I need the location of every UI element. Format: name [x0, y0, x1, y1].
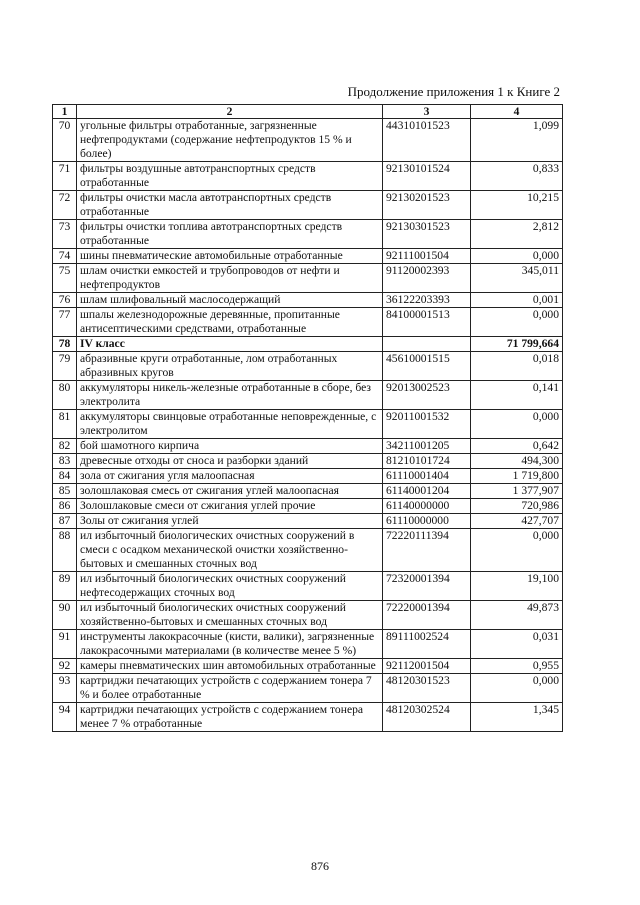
- fkko-code-cell: 45610001515: [383, 352, 471, 381]
- waste-name-cell: древесные отходы от сноса и разборки зданий: [77, 454, 383, 469]
- table-row: [53, 119, 563, 162]
- waste-name-cell: бой шамотного кирпича: [77, 439, 383, 454]
- quantity-cell: 345,011: [471, 264, 563, 293]
- row-number-cell: 93: [53, 674, 77, 703]
- row-number-cell: 92: [53, 659, 77, 674]
- row-number-cell: 91: [53, 630, 77, 659]
- waste-name-cell: картриджи печатающих устройств с содержанием тонера менее 7 % отработанные: [77, 703, 383, 732]
- quantity-cell: 0,141: [471, 381, 563, 410]
- fkko-code-cell: 91120002393: [383, 264, 471, 293]
- quantity-cell: 0,000: [471, 410, 563, 439]
- quantity-cell: 10,215: [471, 191, 563, 220]
- column-header: 4: [471, 105, 563, 119]
- table-row: [53, 293, 563, 308]
- waste-name-cell: Золошлаковые смеси от сжигания углей прочие: [77, 499, 383, 514]
- waste-name-cell: ил избыточный биологических очистных сооружений нефтесодержащих сточных вод: [77, 572, 383, 601]
- table-row: [53, 381, 563, 410]
- fkko-code-cell: 34211001205: [383, 439, 471, 454]
- row-number-cell: 94: [53, 703, 77, 732]
- quantity-cell: 1 377,907: [471, 484, 563, 499]
- fkko-code-cell: 92011001532: [383, 410, 471, 439]
- quantity-cell: 0,031: [471, 630, 563, 659]
- row-number-cell: 73: [53, 220, 77, 249]
- waste-name-cell: Золы от сжигания углей: [77, 514, 383, 529]
- waste-name-cell: шлам очистки емкостей и трубопроводов от нефти и нефтепродуктов: [77, 264, 383, 293]
- row-number-cell: 88: [53, 529, 77, 572]
- fkko-code-cell: 44310101523: [383, 119, 471, 162]
- table-row: [53, 308, 563, 337]
- row-number-cell: 82: [53, 439, 77, 454]
- table-row: [53, 352, 563, 381]
- waste-name-cell: шпалы железнодорожные деревянные, пропитанные антисептическими средствами, отработанные: [77, 308, 383, 337]
- fkko-code-cell: 84100001513: [383, 308, 471, 337]
- fkko-code-cell: 81210101724: [383, 454, 471, 469]
- fkko-code-cell: 48120302524: [383, 703, 471, 732]
- table-row: [53, 572, 563, 601]
- table-row: [53, 674, 563, 703]
- row-number-cell: 79: [53, 352, 77, 381]
- quantity-cell: 0,642: [471, 439, 563, 454]
- table-row: [53, 601, 563, 630]
- row-number-cell: 72: [53, 191, 77, 220]
- quantity-cell: 1,099: [471, 119, 563, 162]
- table-row: [53, 630, 563, 659]
- column-header: 2: [77, 105, 383, 119]
- table-row: [53, 410, 563, 439]
- fkko-code-cell: 92111001504: [383, 249, 471, 264]
- quantity-cell: 720,986: [471, 499, 563, 514]
- row-number-cell: 90: [53, 601, 77, 630]
- table-row: [53, 469, 563, 484]
- fkko-code-cell: 61110001404: [383, 469, 471, 484]
- waste-name-cell: аккумуляторы никель-железные отработанные в сборе, без электролита: [77, 381, 383, 410]
- quantity-cell: 1 719,800: [471, 469, 563, 484]
- waste-name-cell: абразивные круги отработанные, лом отработанных абразивных кругов: [77, 352, 383, 381]
- waste-name-cell: фильтры воздушные автотранспортных средств отработанные: [77, 162, 383, 191]
- fkko-code-cell: [383, 337, 471, 352]
- quantity-cell: 0,001: [471, 293, 563, 308]
- quantity-cell: 0,000: [471, 308, 563, 337]
- fkko-code-cell: 72320001394: [383, 572, 471, 601]
- header-note: Продолжение приложения 1 к Книге 2: [347, 84, 560, 99]
- row-number-cell: 87: [53, 514, 77, 529]
- waste-name-cell: камеры пневматических шин автомобильных отработанные: [77, 659, 383, 674]
- fkko-code-cell: 61140001204: [383, 484, 471, 499]
- table-row: [53, 529, 563, 572]
- table-row: [53, 659, 563, 674]
- table-row: [53, 162, 563, 191]
- table-row: [53, 439, 563, 454]
- table-row: [53, 249, 563, 264]
- column-header: 1: [53, 105, 77, 119]
- fkko-code-cell: 92130301523: [383, 220, 471, 249]
- row-number-cell: 78: [53, 337, 77, 352]
- waste-table: [52, 104, 563, 732]
- fkko-code-cell: 61140000000: [383, 499, 471, 514]
- waste-name-cell: шины пневматические автомобильные отработанные: [77, 249, 383, 264]
- table-row: [53, 337, 563, 352]
- row-number-cell: 84: [53, 469, 77, 484]
- waste-name-cell: угольные фильтры отработанные, загрязненные нефтепродуктами (содержание нефтепродуктов 15 % и более): [77, 119, 383, 162]
- quantity-cell: 0,000: [471, 674, 563, 703]
- quantity-cell: 2,812: [471, 220, 563, 249]
- quantity-cell: 49,873: [471, 601, 563, 630]
- waste-name-cell: фильтры очистки масла автотранспортных средств отработанные: [77, 191, 383, 220]
- fkko-code-cell: 92130201523: [383, 191, 471, 220]
- row-number-cell: 77: [53, 308, 77, 337]
- table-row: [53, 220, 563, 249]
- row-number-cell: 89: [53, 572, 77, 601]
- row-number-cell: 83: [53, 454, 77, 469]
- table-row: [53, 499, 563, 514]
- quantity-cell: 494,300: [471, 454, 563, 469]
- waste-name-cell: аккумуляторы свинцовые отработанные неповрежденные, с электролитом: [77, 410, 383, 439]
- page-number: 876: [311, 859, 329, 873]
- waste-name-cell: картриджи печатающих устройств с содержанием тонера 7 % и более отработанные: [77, 674, 383, 703]
- waste-name-cell: шлам шлифовальный маслосодержащий: [77, 293, 383, 308]
- row-number-cell: 70: [53, 119, 77, 162]
- table-row: [53, 703, 563, 732]
- quantity-cell: 71 799,664: [471, 337, 563, 352]
- quantity-cell: 1,345: [471, 703, 563, 732]
- quantity-cell: 0,000: [471, 249, 563, 264]
- table-row: [53, 454, 563, 469]
- waste-name-cell: инструменты лакокрасочные (кисти, валики), загрязненные лакокрасочными материалами (в количестве менее 5 %): [77, 630, 383, 659]
- waste-name-cell: зола от сжигания угля малоопасная: [77, 469, 383, 484]
- fkko-code-cell: 72220001394: [383, 601, 471, 630]
- column-header: 3: [383, 105, 471, 119]
- waste-name-cell: ил избыточный биологических очистных сооружений хозяйственно-бытовых и смешанных сточных вод: [77, 601, 383, 630]
- table-row: [53, 484, 563, 499]
- table-header-row: [53, 105, 563, 119]
- table-row: [53, 264, 563, 293]
- quantity-cell: 0,833: [471, 162, 563, 191]
- quantity-cell: 0,018: [471, 352, 563, 381]
- row-number-cell: 75: [53, 264, 77, 293]
- waste-name-cell: ил избыточный биологических очистных сооружений в смеси с осадком механической очистки хозяйственно-бытовых и смешанных сточных вод: [77, 529, 383, 572]
- fkko-code-cell: 72220111394: [383, 529, 471, 572]
- quantity-cell: 19,100: [471, 572, 563, 601]
- table-row: [53, 191, 563, 220]
- quantity-cell: 0,000: [471, 529, 563, 572]
- row-number-cell: 81: [53, 410, 77, 439]
- fkko-code-cell: 36122203393: [383, 293, 471, 308]
- row-number-cell: 85: [53, 484, 77, 499]
- waste-name-cell: фильтры очистки топлива автотранспортных средств отработанные: [77, 220, 383, 249]
- table-row: [53, 514, 563, 529]
- fkko-code-cell: 89111002524: [383, 630, 471, 659]
- quantity-cell: 0,955: [471, 659, 563, 674]
- waste-name-cell: IV класс: [77, 337, 383, 352]
- row-number-cell: 71: [53, 162, 77, 191]
- fkko-code-cell: 92013002523: [383, 381, 471, 410]
- row-number-cell: 80: [53, 381, 77, 410]
- fkko-code-cell: 92130101524: [383, 162, 471, 191]
- fkko-code-cell: 61110000000: [383, 514, 471, 529]
- row-number-cell: 74: [53, 249, 77, 264]
- row-number-cell: 76: [53, 293, 77, 308]
- fkko-code-cell: 48120301523: [383, 674, 471, 703]
- quantity-cell: 427,707: [471, 514, 563, 529]
- waste-name-cell: золошлаковая смесь от сжигания углей малоопасная: [77, 484, 383, 499]
- fkko-code-cell: 92112001504: [383, 659, 471, 674]
- row-number-cell: 86: [53, 499, 77, 514]
